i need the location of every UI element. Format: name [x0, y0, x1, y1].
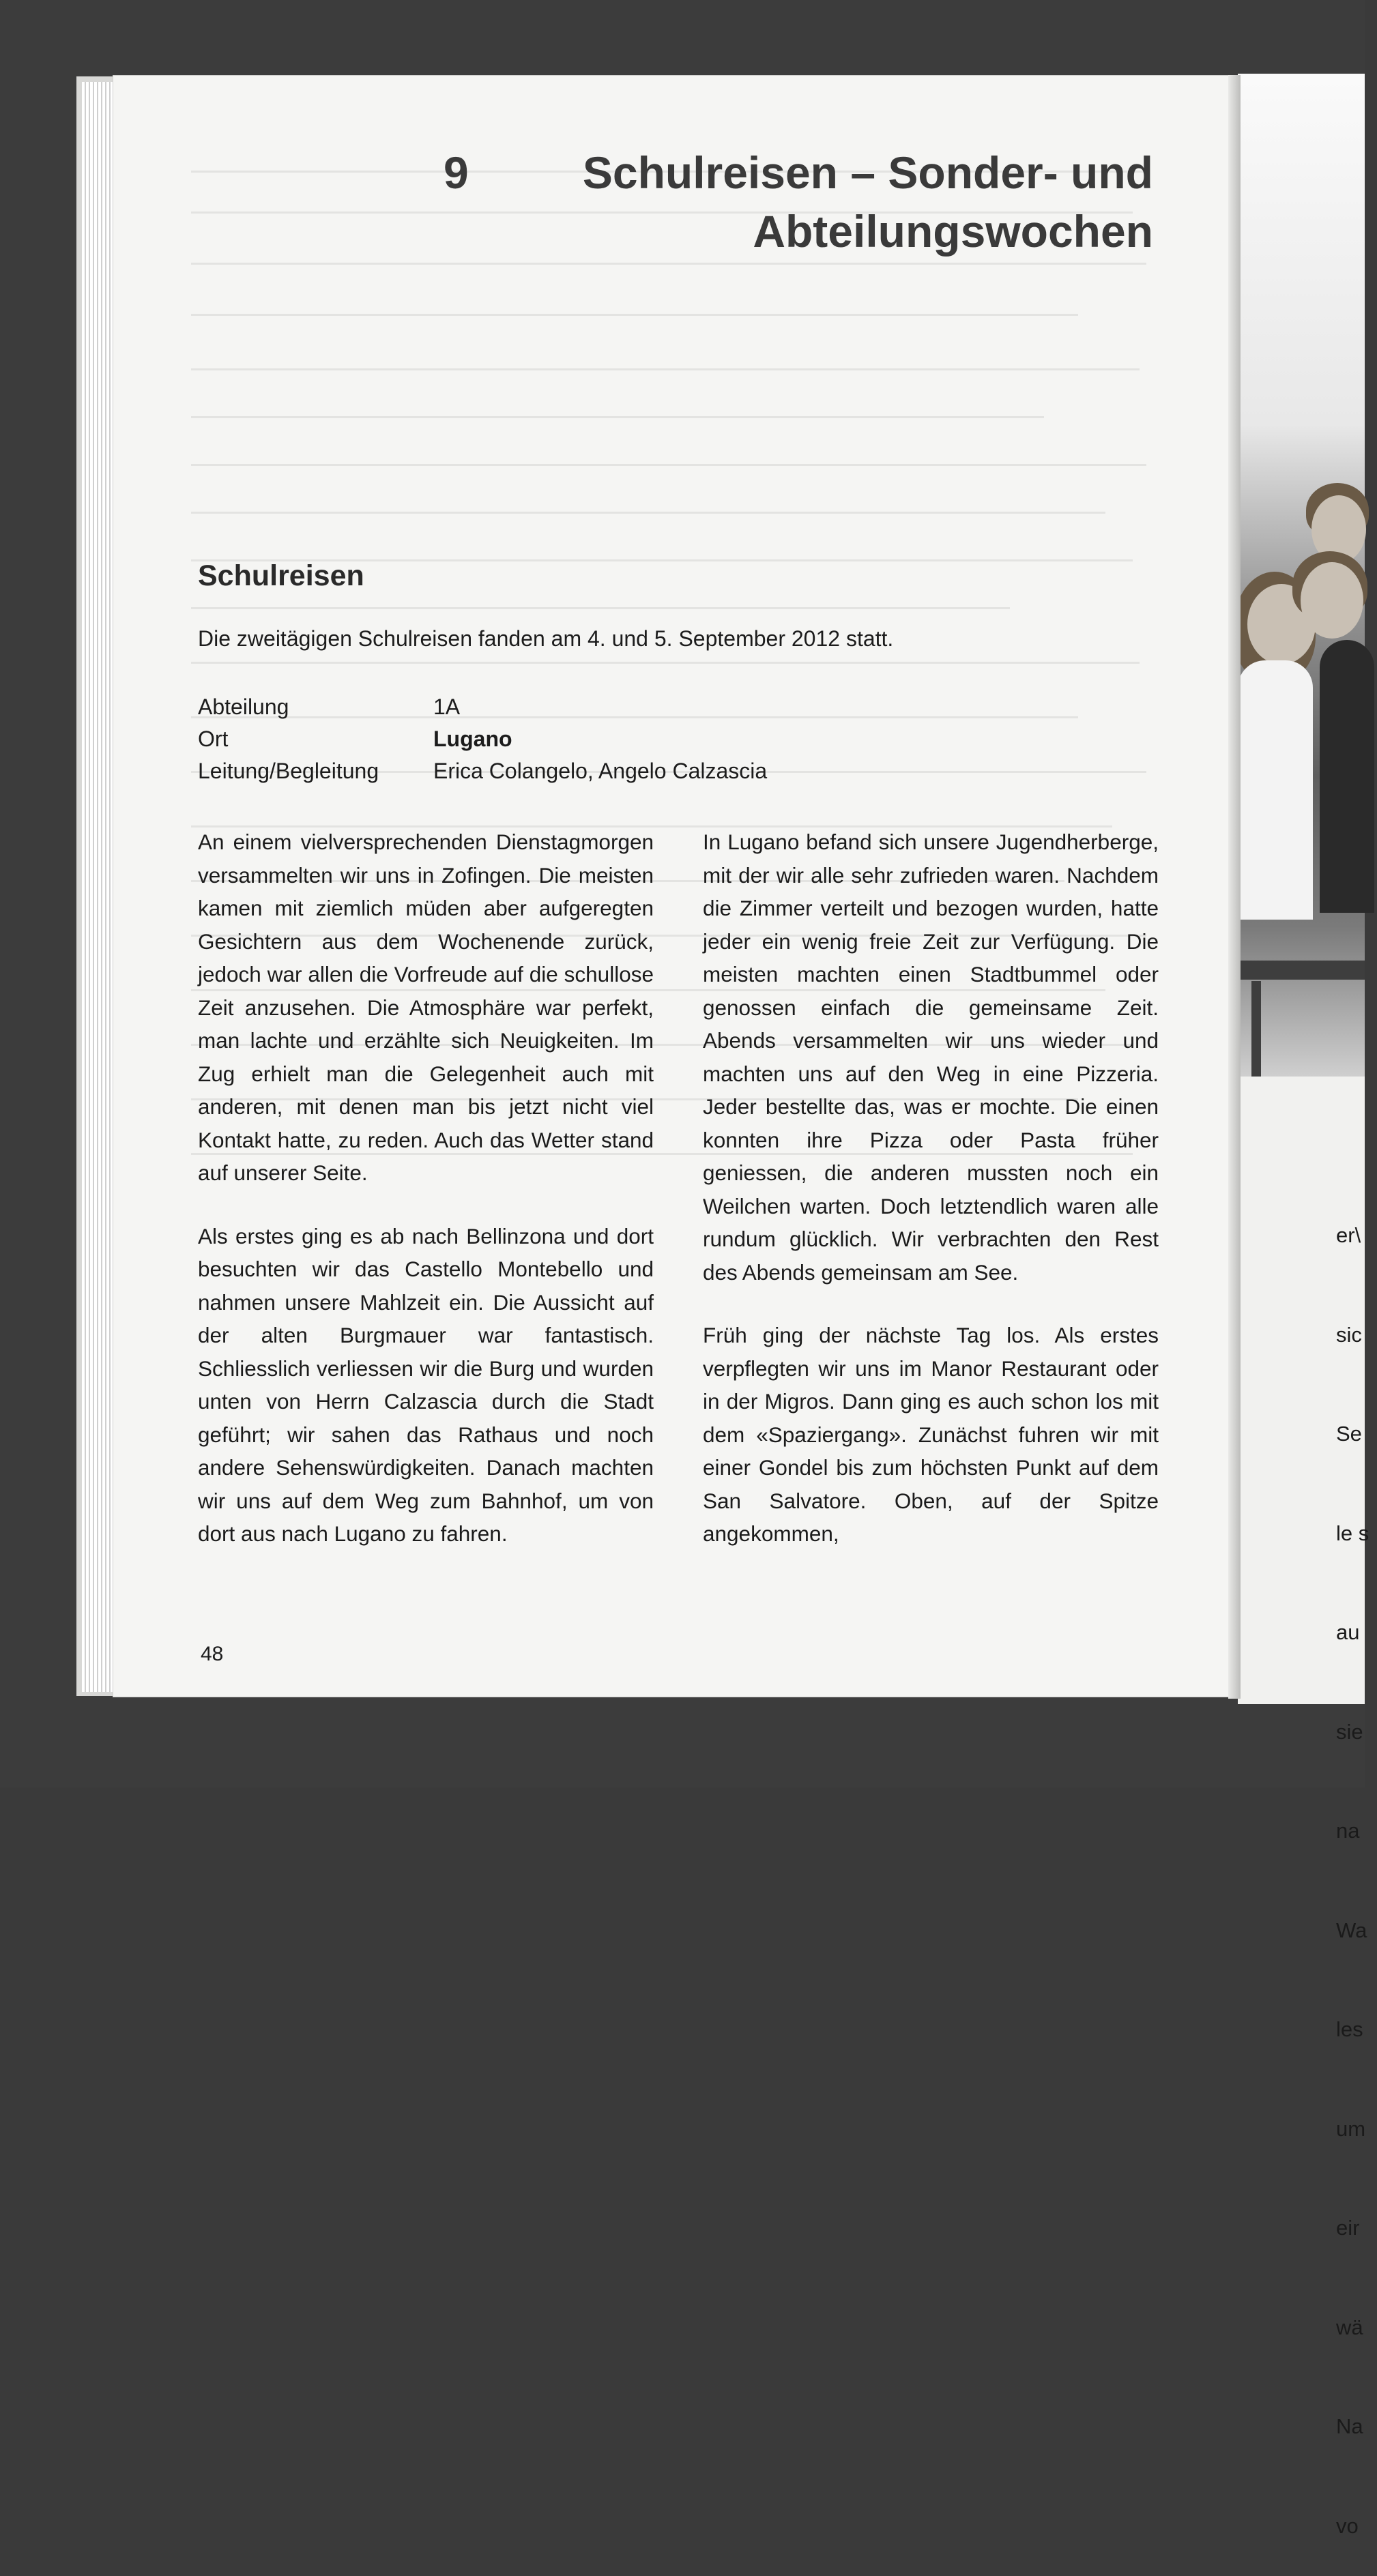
fragment: sic	[1336, 1322, 1362, 1347]
intro-text: Die zweitägigen Schulreisen fanden am 4. und 5. September 2012 statt.	[198, 626, 894, 651]
right-column	[703, 825, 1159, 1581]
abteilung-label: Abteilung	[198, 694, 289, 719]
left-column	[198, 825, 654, 1581]
page-edges	[82, 82, 116, 1692]
book-gutter	[1228, 75, 1241, 1699]
fragment: eir	[1336, 2216, 1360, 2240]
group-photo	[1238, 74, 1365, 1077]
fragment: le s	[1336, 1521, 1369, 1545]
leitung-value: Erica Colangelo, Angelo Calzascia	[433, 759, 768, 783]
leitung-label: Leitung/Begleitung	[198, 759, 379, 783]
fragment: na	[1336, 1819, 1360, 1843]
chapter-title-line-2: Abteilungswochen	[753, 206, 1153, 257]
fragment: er\	[1336, 1223, 1361, 1247]
left-paragraph-1: An einem vielversprechenden Dienstagmorgen versammelten wir uns in Zofingen. Die meisten kamen mit ziemlich müden aber aufgeregten Gesichtern aus dem Wochenende zurück, jedoch war allen die Vorfreude auf die schullose Zeit anzusehen. Die Atmosphäre war perfekt, man lachte und erzählte sich Neuigkeiten. Im Zug erhielt man die Gelegenheit auch mit anderen, mit denen man bis jetzt nicht viel Kontakt hatte, zu reden. Auch das Wetter stand auf unserer Seite.	[198, 830, 654, 1185]
fragment: wä	[1336, 2315, 1363, 2339]
abteilung-value: 1A	[433, 694, 461, 719]
fragment: vo	[1336, 2513, 1359, 2538]
ort-label: Ort	[198, 727, 229, 751]
chapter-number: 9	[444, 147, 469, 198]
fragment: Se	[1336, 1422, 1362, 1446]
page-number: 48	[201, 1643, 224, 1665]
left-paragraph-2: Als erstes ging es ab nach Bellinzona und dort besuchten wir das Castello Montebello und nahmen unsere Mahlzeit ein. Die Aussicht auf der alten Burgmauer war fantastisch. Schliesslich verliessen wir die Burg und wurden unten von Herrn Calzascia durch die Stadt geführt; wir sahen das Rathaus und noch andere Sehenswürdigkeiten. Danach machten wir uns auf dem Weg zum Bahnhof, um von dort aus nach Lugano zu fahren.	[198, 1223, 654, 1546]
chapter-title-line-1: Schulreisen – Sonder- und	[582, 147, 1153, 198]
fragment: Na	[1336, 2414, 1363, 2438]
fragment: Wa	[1336, 1918, 1367, 1942]
chapter-heading	[444, 143, 1153, 261]
fragment: sie	[1336, 1719, 1363, 1744]
right-page-text-fragments	[1336, 1153, 1377, 2576]
fragment: les	[1336, 2017, 1363, 2041]
right-paragraph-1: In Lugano befand sich unsere Jugendherberge, mit der wir alle sehr zufrieden waren. Nachdem die Zimmer verteilt und bezogen wurden, hatte jeder ein wenig freie Zeit zur Verfügung. Die meisten machten einen Stadtbummel oder genossen einfach die gemeinsame Zeit. Abends versammelten wir uns wieder und machten uns auf den Weg in eine Pizzeria. Jeder bestellte das, was er mochte. Die einen konnten ihre Pizza oder Pasta früher geniessen, die anderen mussten noch ein Weilchen warten. Doch letztendlich waren alle rundum glücklich. Wir verbrachten den Rest des Abends gemeinsam am See.	[703, 830, 1159, 1285]
fragment: um	[1336, 2116, 1366, 2141]
section-title: Schulreisen	[198, 559, 364, 592]
right-paragraph-2: Früh ging der nächste Tag los. Als erstes verpflegten wir uns im Manor Restaurant oder in der Migros. Dann ging es auch schon los mit dem «Spaziergang». Zunächst fuhren wir mit einer Gondel bis zum höchsten Punkt auf dem San Salvatore. Oben, auf der Spitze angekommen,	[703, 1323, 1159, 1546]
fragment: au	[1336, 1620, 1360, 1644]
ort-value: Lugano	[433, 727, 512, 751]
